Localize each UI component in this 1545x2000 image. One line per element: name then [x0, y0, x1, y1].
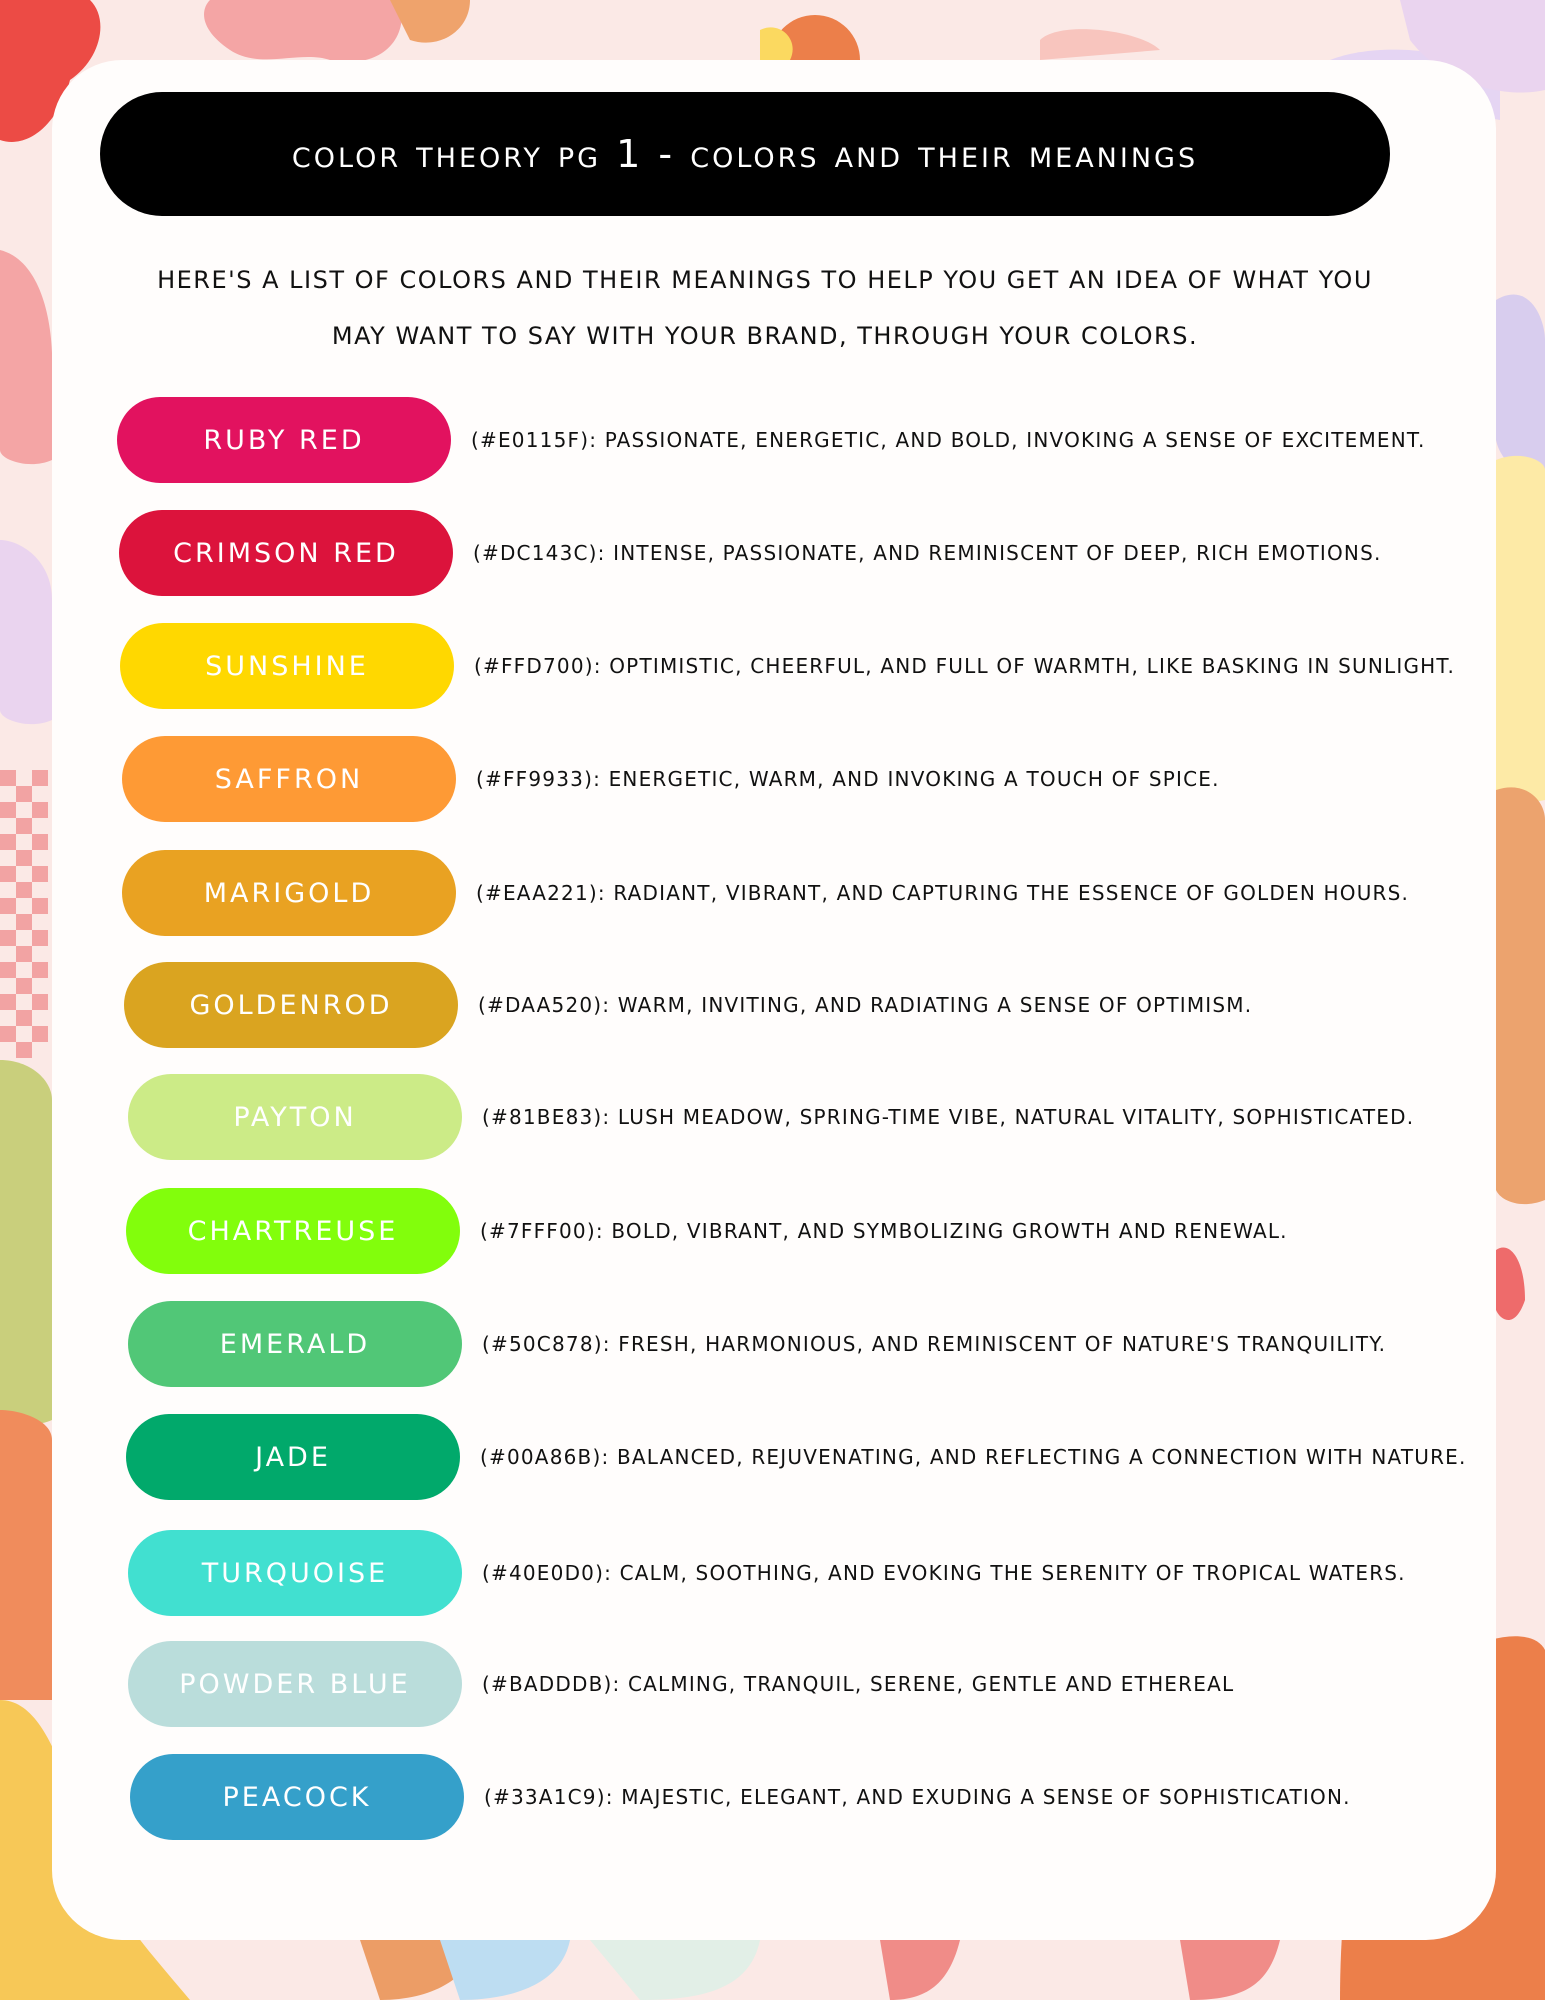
- red-blob-right: [1496, 1247, 1525, 1320]
- color-description: (#33A1C9): MAJESTIC, ELEGANT, AND EXUDING A SENSE OF SOPHISTICATION.: [484, 1785, 1351, 1809]
- color-description: (#40E0D0): CALM, SOOTHING, AND EVOKING THE SERENITY OF TROPICAL WATERS.: [482, 1561, 1406, 1585]
- color-description: (#BADDDB): CALMING, TRANQUIL, SERENE, GENTLE AND ETHEREAL: [482, 1672, 1235, 1696]
- color-pill-crimson-red: [119, 510, 453, 596]
- orange-blob-right: [1496, 787, 1545, 1204]
- color-name: PEACOCK: [222, 1781, 372, 1813]
- color-description: (#DAA520): WARM, INVITING, AND RADIATING A SENSE OF OPTIMISM.: [478, 993, 1253, 1017]
- blue-blob-bottom: [440, 1940, 570, 2000]
- color-pill-saffron: [122, 736, 456, 822]
- color-pill-marigold: [122, 850, 456, 936]
- orange-blob-top: [390, 0, 470, 43]
- color-pill-sunshine: [120, 623, 454, 709]
- color-description: (#FFD700): OPTIMISTIC, CHEERFUL, AND FULL OF WARMTH, LIKE BASKING IN SUNLIGHT.: [474, 654, 1456, 678]
- color-name: PAYTON: [233, 1101, 357, 1133]
- color-name: SUNSHINE: [205, 650, 369, 682]
- color-name: MARIGOLD: [203, 877, 375, 909]
- intro-text: [120, 252, 1410, 364]
- color-description: (#81BE83): LUSH MEADOW, SPRING-TIME VIBE, NATURAL VITALITY, SOPHISTICATED.: [482, 1105, 1415, 1129]
- yellow-blob-right: [1496, 456, 1545, 810]
- color-description: (#7FFF00): BOLD, VIBRANT, AND SYMBOLIZING GROWTH AND RENEWAL.: [480, 1219, 1288, 1243]
- color-row-saffron: [122, 736, 1220, 822]
- color-row-peacock: [130, 1754, 1351, 1840]
- pink-blob-bottom-2: [1180, 1940, 1280, 2000]
- page-title: color theory pg 1 - colors and their meanings: [291, 132, 1199, 176]
- color-name: TURQUOISE: [201, 1557, 389, 1589]
- color-pill-powder-blue: [128, 1641, 462, 1727]
- color-pill-ruby-red: [117, 397, 451, 483]
- color-row-payton: [128, 1074, 1414, 1160]
- color-row-marigold: [122, 850, 1409, 936]
- color-name: POWDER BLUE: [179, 1668, 411, 1700]
- color-row-chartreuse: [126, 1188, 1288, 1274]
- color-row-powder-blue: [128, 1641, 1234, 1727]
- color-pill-peacock: [130, 1754, 464, 1840]
- color-row-crimson-red: [119, 510, 1382, 596]
- color-name: CRIMSON RED: [173, 537, 399, 569]
- color-pill-turquoise: [128, 1530, 462, 1616]
- pink-blob-left: [0, 250, 52, 464]
- color-name: SAFFRON: [214, 763, 364, 795]
- color-name: JADE: [255, 1441, 331, 1473]
- color-pill-payton: [128, 1074, 462, 1160]
- lilac-flower-left: [0, 540, 52, 724]
- color-row-turquoise: [128, 1530, 1406, 1616]
- color-row-emerald: [128, 1301, 1386, 1387]
- mint-blob-bottom: [590, 1940, 760, 2000]
- color-description: (#00A86B): BALANCED, REJUVENATING, AND REFLECTING A CONNECTION WITH NATURE.: [480, 1445, 1467, 1469]
- color-row-jade: [126, 1414, 1467, 1500]
- color-row-goldenrod: [124, 962, 1252, 1048]
- color-name: EMERALD: [219, 1328, 371, 1360]
- green-blob-left: [0, 1060, 52, 1424]
- color-description: (#EAA221): RADIANT, VIBRANT, AND CAPTURING THE ESSENCE OF GOLDEN HOURS.: [476, 881, 1410, 905]
- lavender-blob-right: [1496, 295, 1545, 473]
- title-banner: [100, 92, 1390, 216]
- color-pill-chartreuse: [126, 1188, 460, 1274]
- intro-line-2: MAY WANT TO SAY WITH YOUR BRAND, THROUGH YOUR COLORS.: [331, 322, 1199, 350]
- intro-line-1: HERE'S A LIST OF COLORS AND THEIR MEANINGS TO HELP YOU GET AN IDEA OF WHAT YOU: [157, 266, 1373, 294]
- checkered-pattern: [0, 770, 48, 1058]
- pink-blob-top: [204, 0, 402, 62]
- color-name: CHARTREUSE: [187, 1215, 399, 1247]
- color-row-ruby-red: [117, 397, 1426, 483]
- color-pill-jade: [126, 1414, 460, 1500]
- orange-blob-left: [0, 1410, 52, 1700]
- color-name: RUBY RED: [203, 424, 365, 456]
- peach-blob-top: [1040, 29, 1160, 60]
- color-name: GOLDENROD: [189, 989, 393, 1021]
- color-description: (#DC143C): INTENSE, PASSIONATE, AND REMINISCENT OF DEEP, RICH EMOTIONS.: [473, 541, 1382, 565]
- color-pill-goldenrod: [124, 962, 458, 1048]
- color-row-sunshine: [120, 623, 1455, 709]
- color-description: (#FF9933): ENERGETIC, WARM, AND INVOKING A TOUCH OF SPICE.: [476, 767, 1220, 791]
- color-pill-emerald: [128, 1301, 462, 1387]
- pink-blob-bottom: [880, 1940, 960, 2000]
- color-description: (#E0115F): PASSIONATE, ENERGETIC, AND BOLD, INVOKING A SENSE OF EXCITEMENT.: [471, 428, 1426, 452]
- color-description: (#50C878): FRESH, HARMONIOUS, AND REMINISCENT OF NATURE'S TRANQUILITY.: [482, 1332, 1387, 1356]
